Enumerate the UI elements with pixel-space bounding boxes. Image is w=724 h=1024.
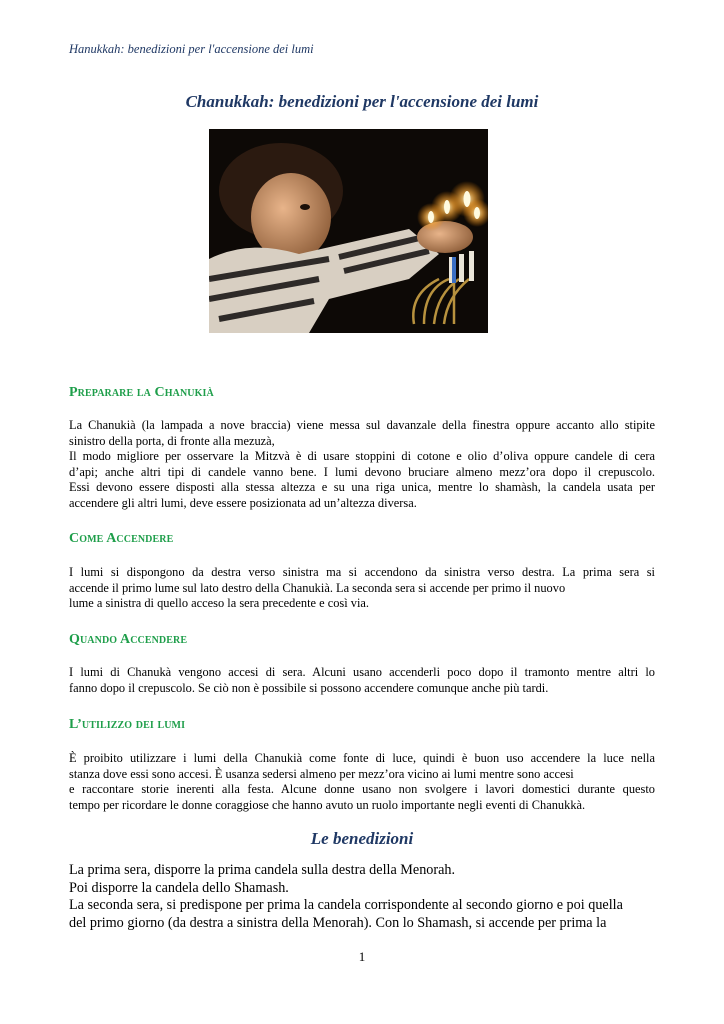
blessings-body: [69, 862, 655, 932]
blessings-title: Le benedizioni: [310, 829, 414, 848]
hanukkiah-photo-icon: [209, 129, 488, 333]
text-line: Il modo migliore per osservare la Mitzvà è di usare stoppini di cotone e olio d’oliva oppure candele di cera: [69, 449, 655, 463]
text-line: I lumi di Chanukà vengono accesi di sera. Alcuni usano accenderli poco dopo il tramonto mentre altri lo: [69, 665, 655, 679]
text-line: del primo giorno (da destra a sinistra della Menorah). Con lo Shamash, si accende per prima la: [69, 914, 607, 931]
text-line: e raccontare storie inerenti alla festa. Alcune donne usano non svolgere i lavori domestici durante questo: [69, 782, 655, 796]
section-heading-come-accendere: Come Accendere: [69, 531, 174, 546]
section-body-preparare: [69, 418, 655, 511]
text-line: La prima sera, disporre la prima candela sulla destra della Menorah.: [69, 862, 456, 878]
text-line: d’api; anche altri tipi di candele vanno bene. I lumi devono bruciare almeno mezz’ora dopo il crepuscolo.: [69, 464, 655, 479]
text-line: Poi disporre la candela dello Shamash.: [69, 879, 289, 896]
page-title: Chanukkah: benedizioni per l'accensione dei lumi: [185, 92, 539, 111]
text-line: tempo per ricordare le donne coraggiose che hanno avuto un ruolo importante negli eventi di Chanukkà.: [69, 797, 586, 812]
section-heading-quando-accendere: Quando Accendere: [69, 632, 188, 647]
text-line: La seconda sera, si predispone per prima la candela corrispondente al secondo giorno e poi quella: [69, 897, 623, 913]
text-line: fanno dopo il crepuscolo. Se ciò non è possibile si possono accendere comunque anche più tardi.: [69, 680, 549, 695]
photo-child-lighting-candles: [209, 129, 488, 333]
text-line: accende il primo lume sul lato destro della Chanukià. La seconda sera si accende per primo il nuovo: [69, 580, 566, 595]
section-body-come-accendere: [69, 565, 655, 612]
text-line: È proibito utilizzare i lumi della Chanukià come fonte di luce, quindi è buon uso accendere la luce nella: [69, 751, 655, 765]
text-line: accendere gli altri lumi, deve essere posizionata ad un’altezza diversa.: [69, 495, 417, 510]
text-line: sinistro della porta, di fronte alla mezuzà,: [69, 433, 275, 448]
text-line: lume a sinistra di quello acceso la sera precedente e così via.: [69, 596, 370, 610]
section-body-utilizzo: [69, 751, 655, 813]
text-line: La Chanukià (la lampada a nove braccia) viene messa sul davanzale della finestra oppure accanto allo stipite: [69, 418, 655, 432]
text-line: I lumi si dispongono da destra verso sinistra ma si accendono da sinistra verso destra. La prima sera si: [69, 565, 655, 579]
text-line: stanza dove essi sono accesi. È usanza sedersi almeno per mezz’ora vicino ai lumi mentre sono accesi: [69, 766, 574, 781]
page-number: 1: [358, 949, 366, 964]
section-heading-utilizzo: L’utilizzo dei lumi: [69, 717, 186, 732]
text-line: Essi devono essere disposti alla stessa altezza e su una riga unica, mentre lo shamàsh, la candela usata per: [69, 480, 655, 494]
running-header: Hanukkah: benedizioni per l'accensione dei lumi: [69, 42, 314, 56]
section-heading-preparare: Preparare la Chanukià: [69, 385, 214, 400]
section-body-quando-accendere: [69, 665, 655, 696]
